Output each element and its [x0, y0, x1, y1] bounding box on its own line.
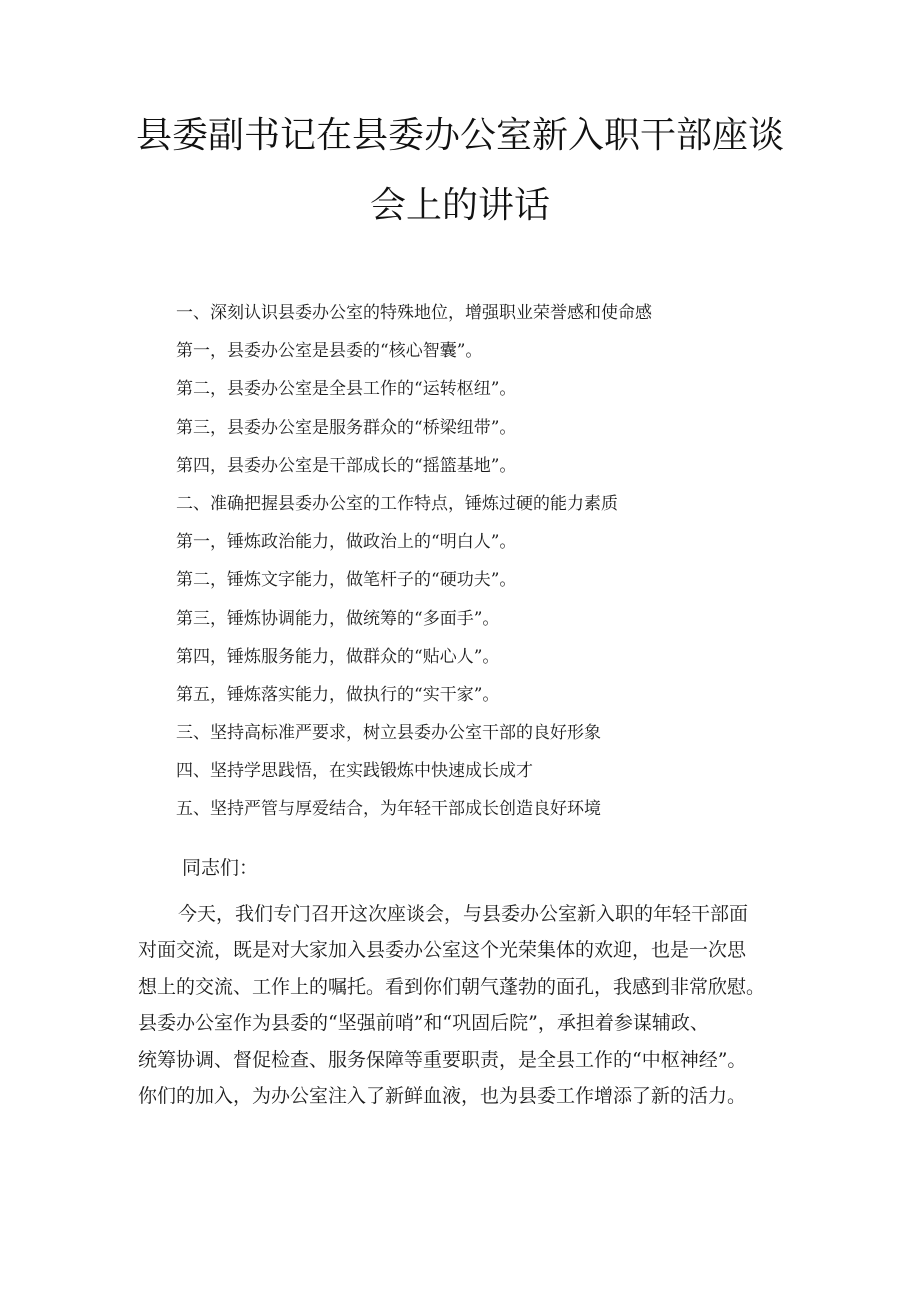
outline-heading-4: 四、坚持学思践悟，在实践锻炼中快速成长成才 [176, 761, 533, 782]
body-line: 今天，我们专门召开这次座谈会，与县委办公室新入职的年轻干部面 [178, 903, 749, 925]
salutation: 同志们： [182, 857, 259, 879]
outline-heading-3: 三、坚持高标准严要求，树立县委办公室干部的良好形象 [176, 723, 601, 744]
document-title-line-2: 会上的讲话 [369, 185, 550, 226]
body-line: 你们的加入，为办公室注入了新鲜血液，也为县委工作增添了新的活力。 [138, 1084, 747, 1107]
outline-item: 第四，锤炼服务能力，做群众的“贴心人”。 [176, 646, 500, 667]
outline-item: 第一，锤炼政治能力，做政治上的“明白人”。 [176, 532, 517, 553]
body-line: 想上的交流、工作上的嘱托。看到你们朝气蓬勃的面孔，我感到非常欣慰。 [138, 975, 766, 998]
body-line: 统筹协调、督促检查、服务保障等重要职责，是全县工作的“中枢神经”。 [138, 1048, 747, 1071]
outline-heading-2: 二、准确把握县委办公室的工作特点，锤炼过硬的能力素质 [176, 493, 618, 514]
outline-item: 第三，县委办公室是服务群众的“桥梁纽带”。 [176, 417, 517, 438]
body-paragraph [138, 896, 798, 1114]
body-line: 对面交流，既是对大家加入县委办公室这个光荣集体的欢迎，也是一次思 [138, 939, 747, 962]
outline-item: 第一，县委办公室是县委的“核心智囊”。 [176, 341, 483, 362]
document-title-line-1: 县委副书记在县委办公室新入职干部座谈 [135, 115, 784, 156]
outline-list [176, 294, 896, 829]
outline-heading-1: 一、深刻认识县委办公室的特殊地位，增强职业荣誉感和使命感 [176, 303, 652, 323]
outline-item: 第四，县委办公室是干部成长的“摇篮基地”。 [176, 455, 517, 476]
outline-item: 第五，锤炼落实能力，做执行的“实干家”。 [176, 684, 500, 705]
body-line: 县委办公室作为县委的“坚强前哨”和“巩固后院”，承担着参谋辅政、 [138, 1012, 709, 1035]
outline-heading-5: 五、坚持严管与厚爱结合，为年轻干部成长创造良好环境 [176, 799, 601, 820]
outline-item: 第三，锤炼协调能力，做统筹的“多面手”。 [176, 608, 500, 629]
outline-item: 第二，县委办公室是全县工作的“运转枢纽”。 [176, 379, 517, 400]
outline-item: 第二，锤炼文字能力，做笔杆子的“硬功夫”。 [176, 570, 517, 591]
